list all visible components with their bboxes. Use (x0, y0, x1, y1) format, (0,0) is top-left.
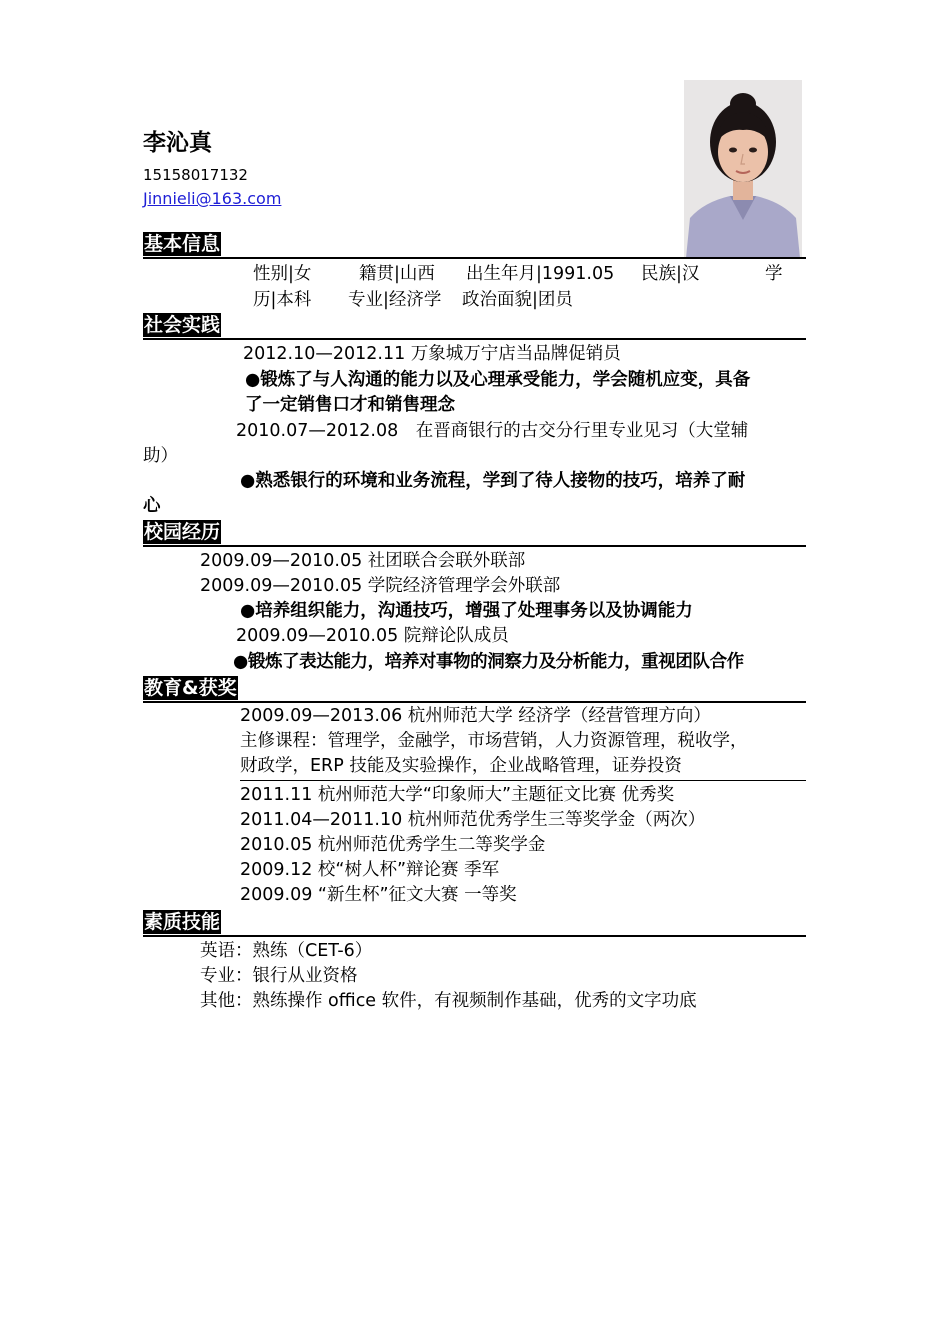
basic-native: 籍贯|山西 (359, 264, 435, 284)
campus-bullet2: ●锻炼了表达能力，培养对事物的洞察力及分析能力，重视团队合作 (233, 652, 744, 672)
section-divider (143, 338, 806, 340)
education-divider (240, 780, 806, 781)
basic-birth: 出生年月|1991.05 (466, 264, 615, 284)
campus-line2: 2009.09—2010.05 学院经济管理学会外联部 (200, 576, 561, 596)
section-divider (143, 701, 806, 703)
skill-other: 其他：熟练操作 office 软件，有视频制作基础，优秀的文字功底 (200, 991, 697, 1011)
campus-bullet1: ●培养组织能力，沟通技巧，增强了处理事务以及协调能力 (240, 601, 693, 621)
award-4: 2009.12 校“树人杯”辩论赛 季军 (240, 860, 500, 880)
profile-photo (684, 80, 802, 258)
practice-item2-line1: 2010.07—2012.08 在晋商银行的古交分行里专业见习（大堂辅 (236, 421, 749, 441)
award-2: 2011.04—2011.10 杭州师范优秀学生三等奖学金（两次） (240, 810, 706, 830)
education-line3: 财政学，ERP 技能及实验操作，企业战略管理，证券投资 (240, 756, 682, 776)
email-link[interactable]: Jinnieli@163.com (143, 189, 282, 208)
award-5: 2009.09 “新生杯”征文大赛 一等奖 (240, 885, 517, 905)
section-title-skills: 素质技能 (144, 911, 221, 933)
resume-name: 李沁真 (143, 130, 212, 156)
basic-ethnic: 民族|汉 (641, 264, 700, 284)
practice-item1-bullet-line1: ●锻炼了与人沟通的能力以及心理承受能力，学会随机应变，具备 (245, 370, 751, 390)
education-line1: 2009.09—2013.06 杭州师范大学 经济学（经营管理方向） (240, 706, 711, 726)
award-1: 2011.11 杭州师范大学“印象师大”主题征文比赛 优秀奖 (240, 785, 675, 805)
practice-item1-bullet-line2: 了一定销售口才和销售理念 (245, 395, 455, 415)
section-divider (143, 545, 806, 547)
practice-item2-bullet-line1: ●熟悉银行的环境和业务流程，学到了待人接物的技巧，培养了耐 (240, 471, 746, 491)
section-title-campus: 校园经历 (144, 521, 221, 543)
section-divider (143, 935, 806, 937)
practice-item1-head: 2012.10—2012.11 万象城万宁店当品牌促销员 (243, 344, 621, 364)
section-divider (143, 257, 806, 259)
campus-line1: 2009.09—2010.05 社团联合会联外联部 (200, 551, 526, 571)
section-title-basic: 基本信息 (144, 233, 221, 255)
award-3: 2010.05 杭州师范优秀学生二等奖学金 (240, 835, 546, 855)
basic-gender: 性别|女 (253, 264, 312, 284)
basic-edu-part2: 历|本科 (253, 290, 312, 310)
practice-item2-bullet-line2: 心 (143, 496, 161, 516)
phone-number: 15158017132 (143, 166, 248, 184)
skill-professional: 专业：银行从业资格 (200, 966, 358, 986)
education-line2: 主修课程：管理学，金融学，市场营销，人力资源管理，税收学， (240, 731, 748, 751)
campus-line3: 2009.09—2010.05 院辩论队成员 (236, 626, 509, 646)
practice-item2-line2: 助） (143, 446, 178, 466)
section-title-education: 教育&获奖 (144, 677, 237, 699)
section-title-practice: 社会实践 (144, 314, 221, 336)
basic-political: 政治面貌|团员 (462, 290, 573, 310)
skill-english: 英语：熟练（CET-6） (200, 941, 373, 961)
basic-edu-part1: 学 (765, 264, 783, 284)
basic-major: 专业|经济学 (348, 290, 442, 310)
